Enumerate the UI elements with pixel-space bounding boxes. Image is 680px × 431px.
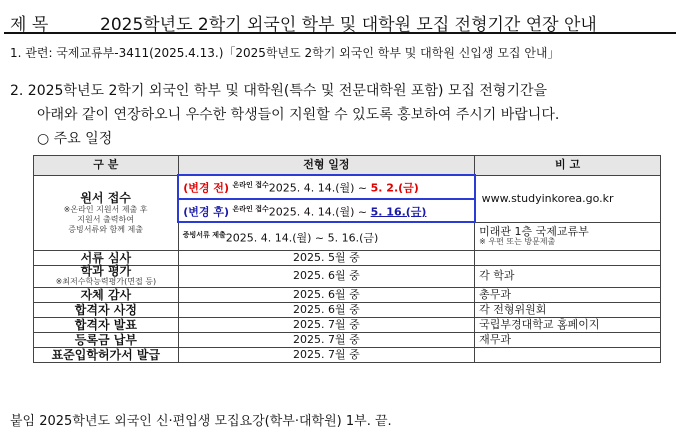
table-row <box>34 302 661 317</box>
row-remark: 각 전형위원회 <box>475 302 661 317</box>
schedule-after <box>178 199 474 223</box>
row-period: 2025. 6월 중 <box>178 287 474 302</box>
row-remark <box>475 347 661 362</box>
row-name: 자체 감사 <box>34 287 179 302</box>
table-row <box>34 317 661 332</box>
header-schedule: 전형 일정 <box>178 156 474 176</box>
row-name: 합격자 발표 <box>34 317 179 332</box>
online-tag: 온라인 접수 <box>232 204 269 213</box>
after-end: 5. 16.(금) <box>370 205 427 219</box>
before-start: 2025. 4. 14.(월) ~ <box>268 181 371 195</box>
table-row <box>34 347 661 362</box>
row-period: 2025. 7월 중 <box>178 332 474 347</box>
remark-office-note: ※ 우편 또는 방문제출 <box>479 236 556 246</box>
document-title <box>4 4 676 34</box>
row-name: 표준입학허가서 발급 <box>34 347 179 362</box>
row-remark: 각 학과 <box>475 265 661 287</box>
remark-office: 미래관 1층 국제교류부 <box>479 224 589 238</box>
table-row <box>34 287 661 302</box>
title-underline <box>4 32 676 34</box>
body-line-1: 2. 2025학년도 2학기 외국인 학부 및 대학원(특수 및 전문대학원 포함) 모집 전형기간을 <box>10 83 548 99</box>
row-name: 등록금 납부 <box>34 332 179 347</box>
after-tag: (변경 후) <box>183 205 229 219</box>
schedule-before <box>178 175 474 199</box>
reference-line: 1. 관련: 국제교류부-3411(2025.4.13.)「2025학년도 2학기 외국인 학부 및 대학원 신입생 모집 안내」 <box>10 46 560 60</box>
row-name: 서류 심사 <box>34 250 179 265</box>
table-row <box>34 265 661 287</box>
row-period: 2025. 6월 중 <box>178 265 474 287</box>
docs-period: 2025. 4. 14.(월) ~ 5. 16.(금) <box>225 231 379 245</box>
title-text: 2025학년도 2학기 외국인 학부 및 대학원 모집 전형기간 연장 안내 <box>100 15 597 35</box>
before-end: 5. 2.(금) <box>370 181 419 195</box>
row-remark: 재무과 <box>475 332 661 347</box>
row-remark: 국립부경대학교 홈페이지 <box>475 317 661 332</box>
apply-note-1: ※온라인 지원서 제출 후 <box>63 204 148 214</box>
apply-note-3: 증빙서류와 함께 제출 <box>68 224 143 234</box>
header-remark: 비 고 <box>475 156 661 176</box>
row-remark: 총무과 <box>475 287 661 302</box>
row-note: ※최저수학능력평가(면접 등) <box>55 276 157 286</box>
schedule-heading: ○ 주요 일정 <box>37 131 113 147</box>
header-category: 구 분 <box>34 156 179 176</box>
remark-web: www.studyinkorea.go.kr <box>475 175 661 222</box>
row-period: 2025. 5월 중 <box>178 250 474 265</box>
row-name: 합격자 사정 <box>34 302 179 317</box>
body-line-2: 아래와 같이 연장하오니 우수한 학생들이 지원할 수 있도록 홍보하여 주시기 바랍니다. <box>37 107 560 123</box>
table-row <box>34 332 661 347</box>
attachment-line: 붙임 2025학년도 외국인 신·편입생 모집요강(학부·대학원) 1부. 끝. <box>10 414 392 429</box>
row-remark <box>475 250 661 265</box>
apply-note-2: 지원서 출력하여 <box>77 214 134 224</box>
schedule-table <box>33 155 661 363</box>
docs-tag: 증빙서류 제출 <box>182 230 226 239</box>
row-name: 학과 평가 <box>80 263 132 278</box>
title-label: 제 목 <box>10 15 49 35</box>
after-start: 2025. 4. 14.(월) ~ <box>268 205 371 219</box>
apply-cell <box>34 175 179 250</box>
row-period: 2025. 6월 중 <box>178 302 474 317</box>
online-tag: 온라인 접수 <box>232 181 269 190</box>
remark-office-cell <box>475 222 661 250</box>
schedule-docs <box>178 222 474 250</box>
row-name-cell <box>34 265 179 287</box>
apply-label: 원서 접수 <box>80 190 131 205</box>
table-row <box>34 175 661 199</box>
table-header-row <box>34 156 661 176</box>
before-tag: (변경 전) <box>183 181 229 195</box>
row-period: 2025. 7월 중 <box>178 347 474 362</box>
row-period: 2025. 7월 중 <box>178 317 474 332</box>
